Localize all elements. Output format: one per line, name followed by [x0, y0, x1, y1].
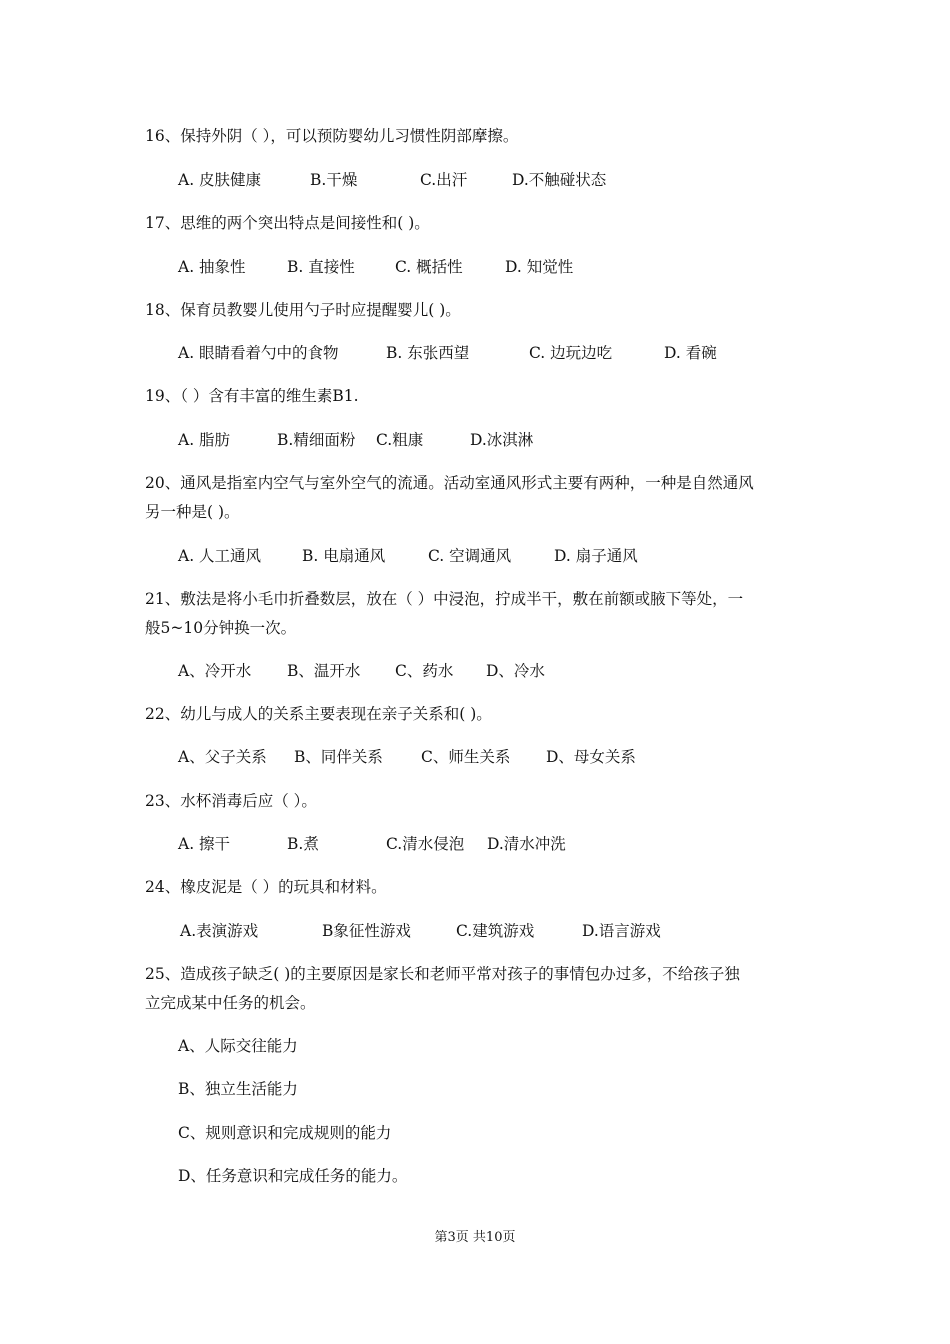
question-17-option-b: B. 直接性 [287, 258, 355, 276]
question-24-option-c: C.建筑游戏 [456, 922, 535, 940]
question-19-option-c: C.粗康 [376, 431, 424, 449]
question-18-stem: 18、保育员教婴儿使用勺子时应提醒婴儿( )。 [145, 301, 461, 319]
question-16-option-d: D.不触碰状态 [512, 171, 607, 189]
question-25-option-a: A、人际交往能力 [178, 1037, 298, 1055]
question-17-option-a: A. 抽象性 [178, 258, 246, 276]
question-17-stem: 17、思维的两个突出特点是间接性和( )。 [145, 214, 430, 232]
question-19-option-a: A. 脂肪 [178, 431, 231, 449]
question-24-option-b: B象征性游戏 [322, 922, 411, 940]
question-22-option-c: C、师生关系 [421, 748, 511, 766]
page-number-footer: 第3页 共10页 [434, 1230, 516, 1245]
question-20-option-a: A. 人工通风 [178, 547, 262, 565]
question-16-option-c: C.出汗 [420, 171, 468, 189]
question-23-stem: 23、水杯消毒后应（ ）。 [145, 792, 317, 810]
question-24-stem: 24、橡皮泥是（ ）的玩具和材料。 [145, 878, 387, 896]
question-21-stem-line-1: 21、敷法是将小毛巾折叠数层，放在（ ）中浸泡，拧成半干，敷在前额或腋下等处，一 [145, 590, 744, 608]
question-22-option-b: B、同伴关系 [294, 748, 383, 766]
question-17-option-d: D. 知觉性 [505, 258, 574, 276]
question-16-option-a: A. 皮肤健康 [178, 171, 262, 189]
question-23-option-c: C.清水侵泡 [386, 835, 465, 853]
question-21-stem-line-2: 般5~10分钟换一次。 [145, 619, 297, 637]
question-19-option-b: B.精细面粉 [277, 431, 356, 449]
question-25-option-c: C、规则意识和完成规则的能力 [178, 1124, 392, 1142]
question-23-option-b: B.煮 [287, 835, 319, 853]
question-20-option-d: D. 扇子通风 [554, 547, 638, 565]
question-25-option-b: B、独立生活能力 [178, 1080, 298, 1098]
question-21-option-d: D、冷水 [486, 662, 545, 680]
question-23-option-a: A. 擦干 [178, 835, 231, 853]
question-19-stem: 19、（ ）含有丰富的维生素B1. [145, 387, 359, 405]
question-16-stem: 16、保持外阴（ ），可以预防婴幼儿习惯性阴部摩擦。 [145, 127, 519, 145]
question-22-stem: 22、幼儿与成人的关系主要表现在亲子关系和( )。 [145, 705, 492, 723]
question-25-option-d: D、任务意识和完成任务的能力。 [178, 1167, 408, 1185]
question-22-option-d: D、母女关系 [546, 748, 636, 766]
question-21-option-a: A、冷开水 [178, 662, 252, 680]
question-20-option-c: C. 空调通风 [428, 547, 512, 565]
question-24-option-d: D.语言游戏 [582, 922, 661, 940]
question-25-stem-line-1: 25、造成孩子缺乏( )的主要原因是家长和老师平常对孩子的事情包办过多，不给孩子独 [145, 965, 740, 983]
question-18-option-d: D. 看碗 [664, 344, 717, 362]
question-24-option-a: A.表演游戏 [180, 922, 259, 940]
question-25-stem-line-2: 立完成某中任务的机会。 [145, 994, 316, 1012]
question-22-option-a: A、父子关系 [178, 748, 267, 766]
question-18-option-c: C. 边玩边吃 [529, 344, 613, 362]
question-18-option-b: B. 东张西望 [386, 344, 470, 362]
question-16-option-b: B.干燥 [310, 171, 358, 189]
question-23-option-d: D.清水冲洗 [487, 835, 566, 853]
question-21-option-c: C、药水 [395, 662, 454, 680]
question-20-stem-line-1: 20、通风是指室内空气与室外空气的流通。活动室通风形式主要有两种，一种是自然通风 [145, 474, 754, 492]
question-19-option-d: D.冰淇淋 [470, 431, 534, 449]
question-18-option-a: A. 眼睛看着勺中的食物 [178, 344, 339, 362]
question-21-option-b: B、温开水 [287, 662, 361, 680]
question-20-stem-line-2: 另一种是( )。 [145, 503, 240, 521]
question-17-option-c: C. 概括性 [395, 258, 463, 276]
question-20-option-b: B. 电扇通风 [302, 547, 386, 565]
